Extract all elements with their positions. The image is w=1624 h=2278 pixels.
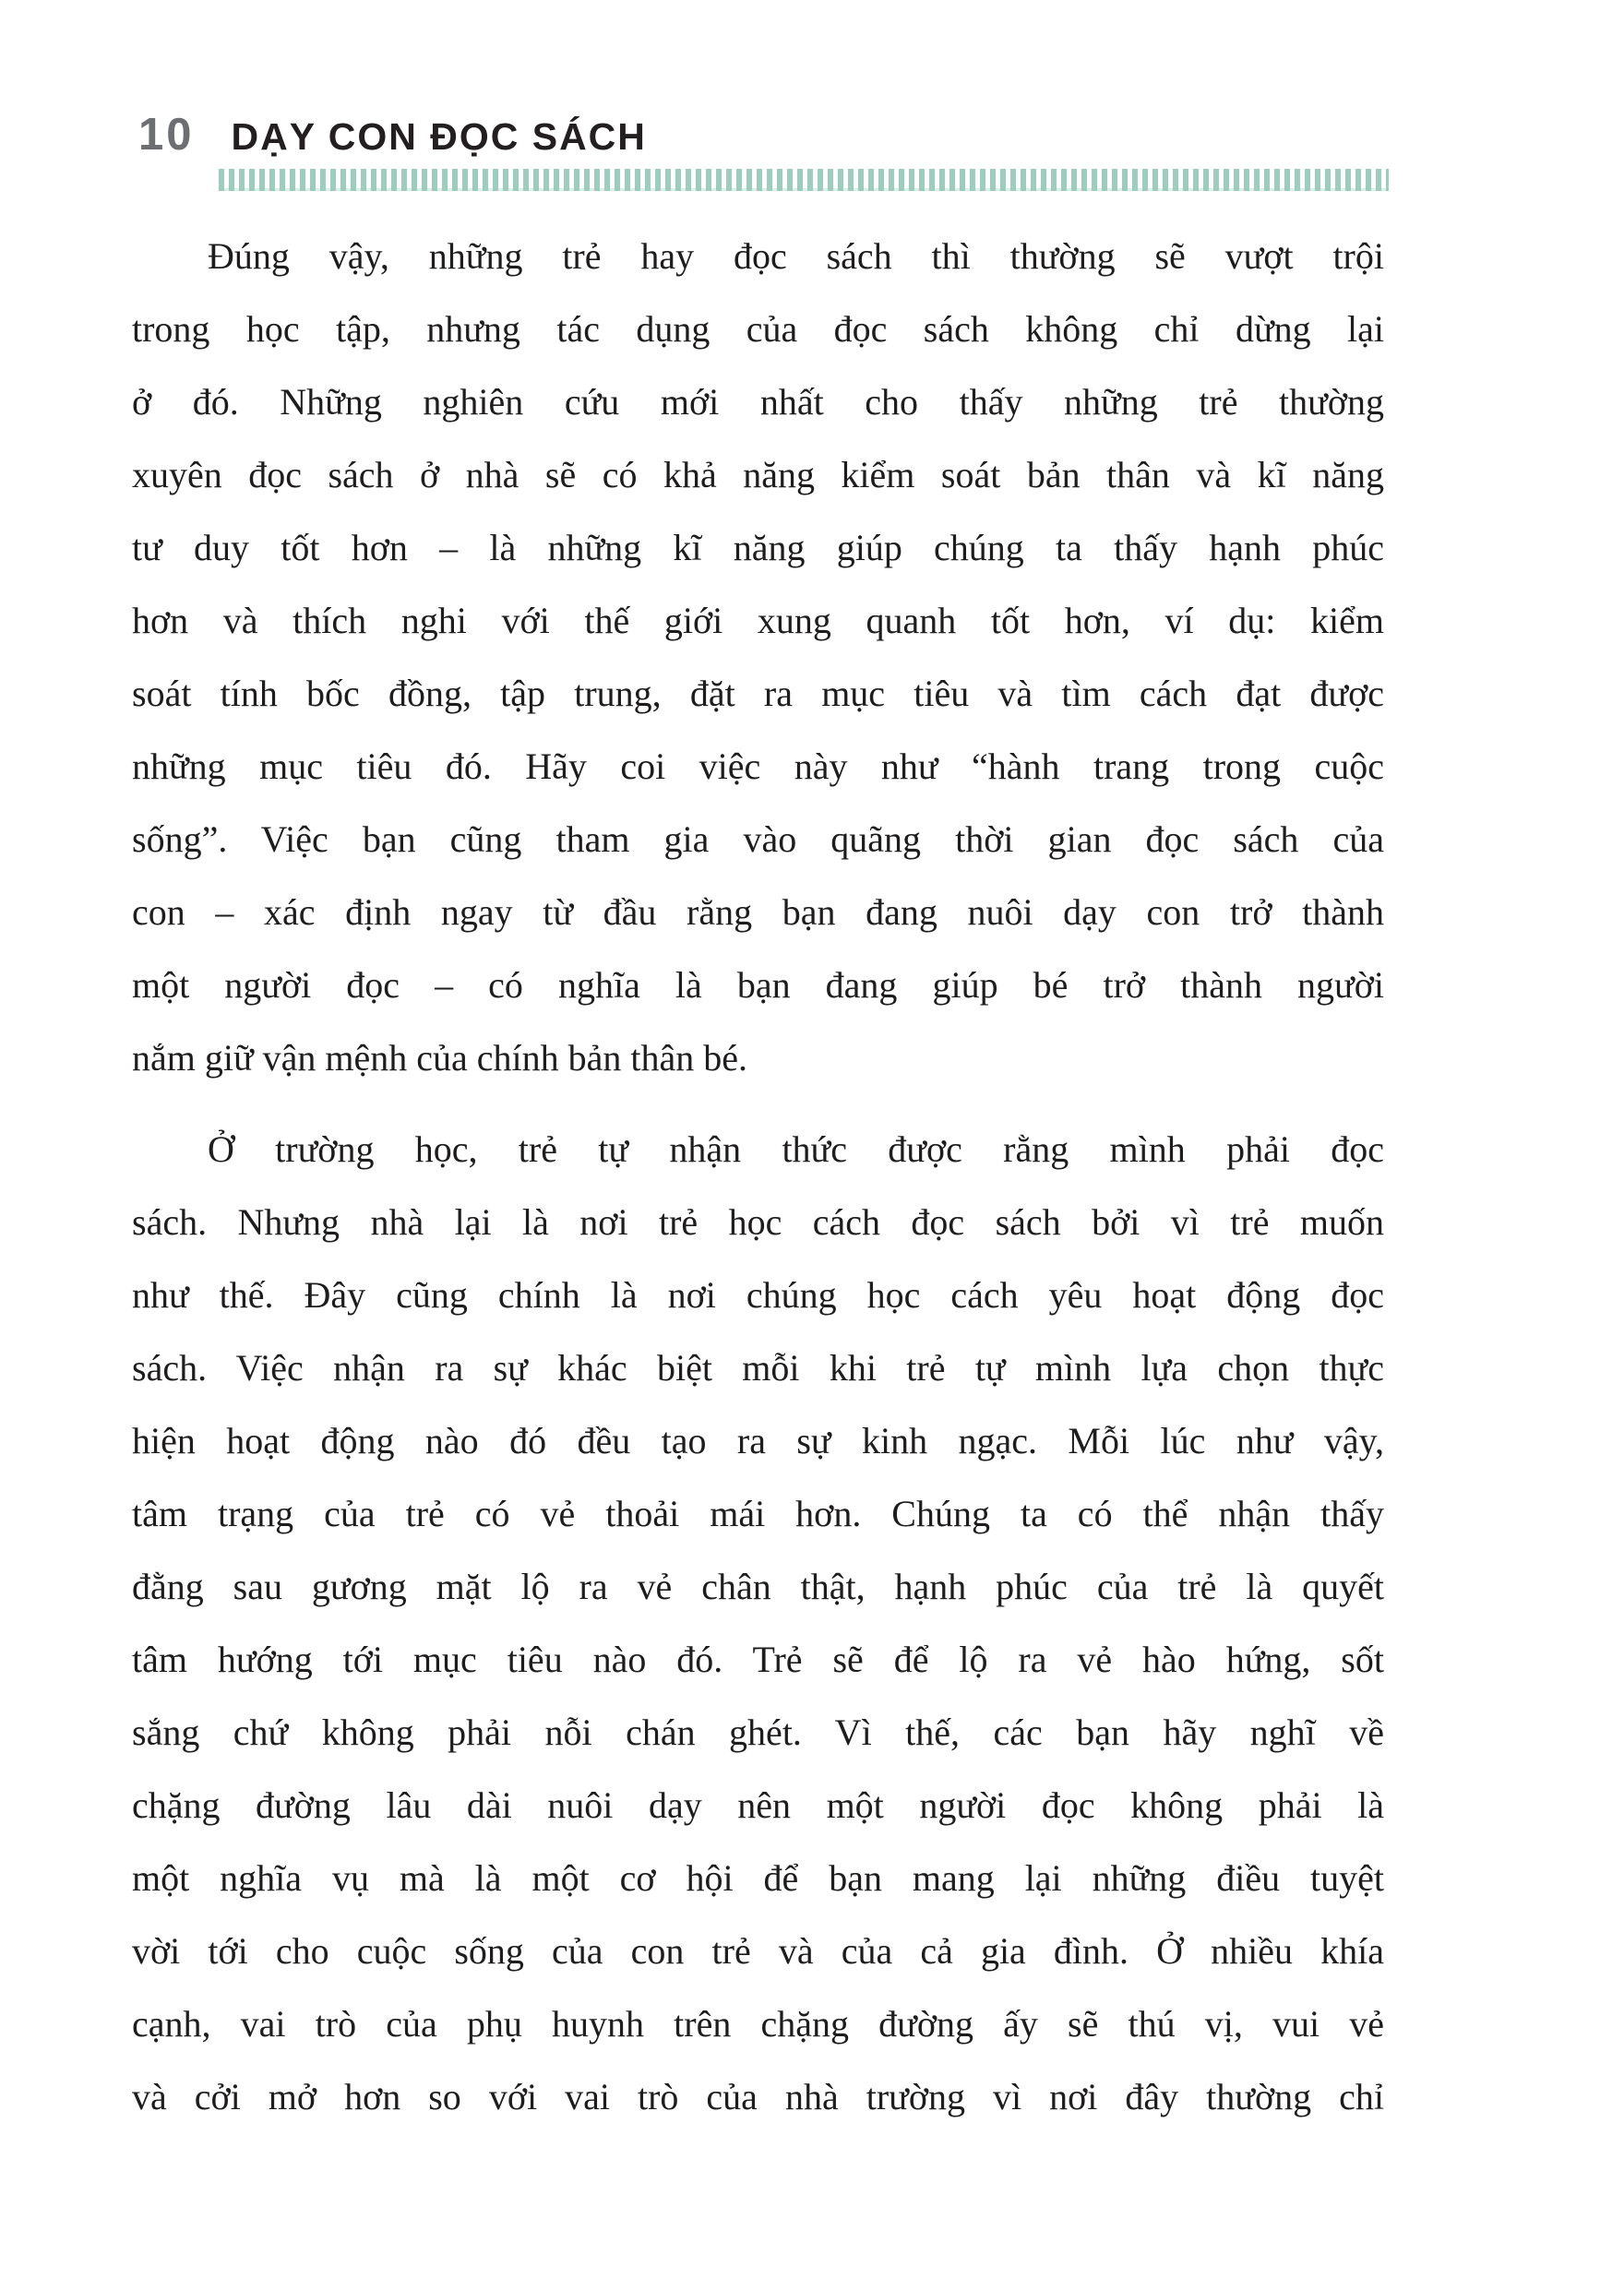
text-line: một người đọc – có nghĩa là bạn đang giúp bé trở thành người [132, 964, 1384, 1006]
text-line: những mục tiêu đó. Hãy coi việc này như “hành trang trong cuộc [132, 745, 1384, 787]
text-line: sách. Nhưng nhà lại là nơi trẻ học cách đọc sách bởi vì trẻ muốn [132, 1201, 1384, 1243]
text-line: soát tính bốc đồng, tập trung, đặt ra mục tiêu và tìm cách đạt được [132, 673, 1384, 714]
text-line: một nghĩa vụ mà là một cơ hội để bạn mang lại những điều tuyệt [132, 1857, 1384, 1899]
text-line: trong học tập, nhưng tác dụng của đọc sách không chỉ dừng lại [132, 308, 1384, 350]
page-number: 10 [138, 110, 195, 160]
text-line: Ở trường học, trẻ tự nhận thức được rằng mình phải đọc [208, 1128, 1384, 1170]
text-line: chặng đường lâu dài nuôi dạy nên một người đọc không phải là [132, 1784, 1384, 1826]
paragraph-2 [132, 1113, 1384, 2133]
page-header [138, 110, 647, 160]
text-line: vời tới cho cuộc sống của con trẻ và của cả gia đình. Ở nhiều khía [132, 1930, 1384, 1972]
book-title: DẠY CON ĐỌC SÁCH [231, 115, 647, 158]
text-line: tâm hướng tới mục tiêu nào đó. Trẻ sẽ để lộ ra vẻ hào hứng, sốt [132, 1639, 1384, 1680]
text-line: sống”. Việc bạn cũng tham gia vào quãng thời gian đọc sách của [132, 818, 1384, 860]
text-line: sách. Việc nhận ra sự khác biệt mỗi khi trẻ tự mình lựa chọn thực [132, 1347, 1384, 1389]
text-line: ở đó. Những nghiên cứu mới nhất cho thấy những trẻ thường [132, 381, 1384, 423]
text-line: và cởi mở hơn so với vai trò của nhà trường vì nơi đây thường chỉ [132, 2076, 1384, 2117]
text-line: sắng chứ không phải nỗi chán ghét. Vì thế, các bạn hãy nghĩ về [132, 1711, 1384, 1753]
text-line: hơn và thích nghi với thế giới xung quanh tốt hơn, ví dụ: kiểm [132, 600, 1384, 641]
text-line: tư duy tốt hơn – là những kĩ năng giúp chúng ta thấy hạnh phúc [132, 527, 1384, 568]
text-line: xuyên đọc sách ở nhà sẽ có khả năng kiểm soát bản thân và kĩ năng [132, 454, 1384, 495]
text-line: cạnh, vai trò của phụ huynh trên chặng đường ấy sẽ thú vị, vui vẻ [132, 2003, 1384, 2045]
text-line: hiện hoạt động nào đó đều tạo ra sự kinh ngạc. Mỗi lúc như vậy, [132, 1420, 1384, 1461]
paragraph-1 [132, 220, 1384, 1094]
header-divider-stripes [219, 169, 1389, 191]
text-line: Đúng vậy, những trẻ hay đọc sách thì thường sẽ vượt trội [208, 235, 1384, 277]
body-text [132, 220, 1384, 2133]
text-line: nắm giữ vận mệnh của chính bản thân bé. [132, 1037, 748, 1079]
text-line: tâm trạng của trẻ có vẻ thoải mái hơn. Chúng ta có thể nhận thấy [132, 1493, 1384, 1534]
text-line: đằng sau gương mặt lộ ra vẻ chân thật, hạnh phúc của trẻ là quyết [132, 1566, 1384, 1607]
text-line: con – xác định ngay từ đầu rằng bạn đang nuôi dạy con trở thành [132, 891, 1384, 933]
text-line: như thế. Đây cũng chính là nơi chúng học cách yêu hoạt động đọc [132, 1274, 1384, 1316]
